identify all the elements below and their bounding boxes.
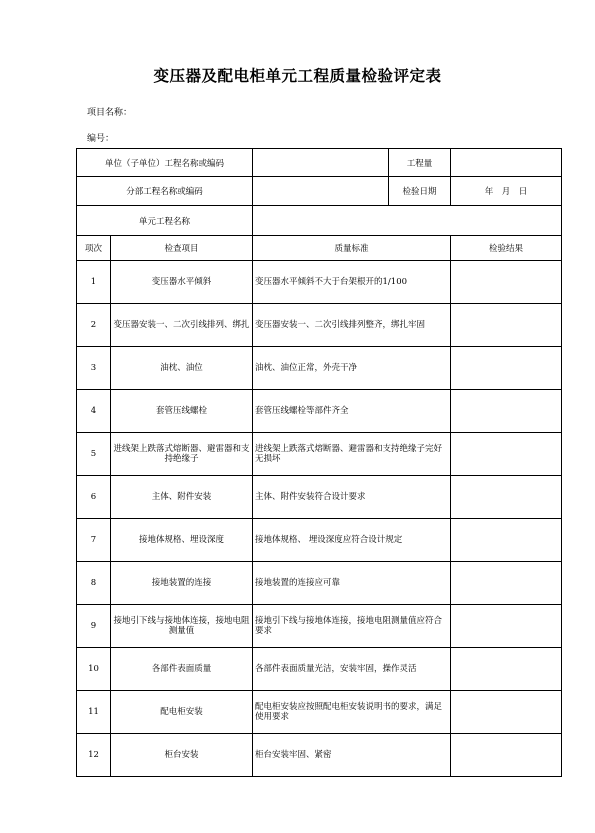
row-standard: 接地引下线与接地体连接，接地电阻测量值应符合要求 [253, 605, 451, 648]
row-item: 进线架上跌落式熔断器、避雷器和支持绝缘子 [111, 433, 253, 476]
row-item: 配电柜安装 [111, 691, 253, 734]
row-standard: 主体、附件安装符合设计要求 [253, 476, 451, 519]
table-row [77, 433, 562, 476]
col-standard-header: 质量标准 [253, 236, 451, 261]
row-no: 12 [77, 734, 111, 777]
col-result-header: 检验结果 [451, 236, 562, 261]
table-row [77, 562, 562, 605]
row-standard: 接地体规格、 埋设深度应符合设计规定 [253, 519, 451, 562]
row-item: 变压器水平倾斜 [111, 261, 253, 304]
row-no: 2 [77, 304, 111, 347]
row-result[interactable] [451, 390, 562, 433]
project-name-label: 项目名称： [87, 108, 133, 118]
row-standard: 配电柜安装应按照配电柜安装说明书的要求，满足使用要求 [253, 691, 451, 734]
unit-element-row [77, 206, 562, 236]
sub-project-label: 分部工程名称或编码 [77, 177, 253, 206]
inspection-date-value[interactable]: 年 月 日 [451, 177, 562, 206]
row-standard: 进线架上跌落式熔断器、避雷器和支持绝缘子完好无损坏 [253, 433, 451, 476]
col-item-header: 检查项目 [111, 236, 253, 261]
row-item: 变压器安装一、二次引线排列、绑扎 [111, 304, 253, 347]
form-title: 变压器及配电柜单元工程质量检验评定表 [153, 66, 442, 85]
row-item: 油枕、油位 [111, 347, 253, 390]
row-item: 套管压线螺栓 [111, 390, 253, 433]
quantity-label: 工程量 [389, 149, 451, 177]
row-result[interactable] [451, 519, 562, 562]
row-no: 9 [77, 605, 111, 648]
row-no: 6 [77, 476, 111, 519]
row-standard: 油枕、油位正常，外壳干净 [253, 347, 451, 390]
unit-project-value[interactable] [253, 149, 389, 177]
row-result[interactable] [451, 691, 562, 734]
row-result[interactable] [451, 648, 562, 691]
row-no: 10 [77, 648, 111, 691]
table-row [77, 519, 562, 562]
unit-element-label: 单元工程名称 [77, 206, 253, 236]
row-item: 柜台安装 [111, 734, 253, 777]
row-standard: 套管压线螺栓等部件齐全 [253, 390, 451, 433]
unit-project-label: 单位（子单位）工程名称或编码 [77, 149, 253, 177]
row-no: 1 [77, 261, 111, 304]
table-row [77, 648, 562, 691]
row-standard: 各部件表面质量光洁，安装牢固，操作灵活 [253, 648, 451, 691]
row-result[interactable] [451, 347, 562, 390]
row-result[interactable] [451, 304, 562, 347]
row-no: 11 [77, 691, 111, 734]
unit-project-row [77, 149, 562, 177]
row-standard: 柜台安装牢固、紧密 [253, 734, 451, 777]
row-item: 接地体规格、埋设深度 [111, 519, 253, 562]
row-standard: 变压器水平倾斜不大于台架根开的1/100 [253, 261, 451, 304]
row-result[interactable] [451, 734, 562, 777]
row-item: 接地引下线与接地体连接，接地电阻测量值 [111, 605, 253, 648]
table-row [77, 691, 562, 734]
table-row [77, 605, 562, 648]
row-no: 3 [77, 347, 111, 390]
row-no: 8 [77, 562, 111, 605]
row-no: 4 [77, 390, 111, 433]
table-row [77, 304, 562, 347]
sub-project-row [77, 177, 562, 206]
row-result[interactable] [451, 476, 562, 519]
row-result[interactable] [451, 605, 562, 648]
inspection-table [76, 148, 562, 777]
row-no: 5 [77, 433, 111, 476]
column-header-row [77, 236, 562, 261]
sub-project-value[interactable] [253, 177, 389, 206]
number-label: 编号： [87, 134, 115, 144]
row-standard: 变压器安装一、二次引线排列整齐，绑扎牢固 [253, 304, 451, 347]
table-row [77, 476, 562, 519]
row-item: 各部件表面质量 [111, 648, 253, 691]
row-result[interactable] [451, 261, 562, 304]
table-row [77, 390, 562, 433]
inspection-date-label: 检验日期 [389, 177, 451, 206]
col-no-header: 项次 [77, 236, 111, 261]
row-item: 接地装置的连接 [111, 562, 253, 605]
row-no: 7 [77, 519, 111, 562]
row-result[interactable] [451, 562, 562, 605]
table-row [77, 347, 562, 390]
row-result[interactable] [451, 433, 562, 476]
unit-element-value[interactable] [253, 206, 562, 236]
row-standard: 接地装置的连接应可靠 [253, 562, 451, 605]
quantity-value[interactable] [451, 149, 562, 177]
table-row [77, 261, 562, 304]
row-item: 主体、附件安装 [111, 476, 253, 519]
table-row [77, 734, 562, 777]
